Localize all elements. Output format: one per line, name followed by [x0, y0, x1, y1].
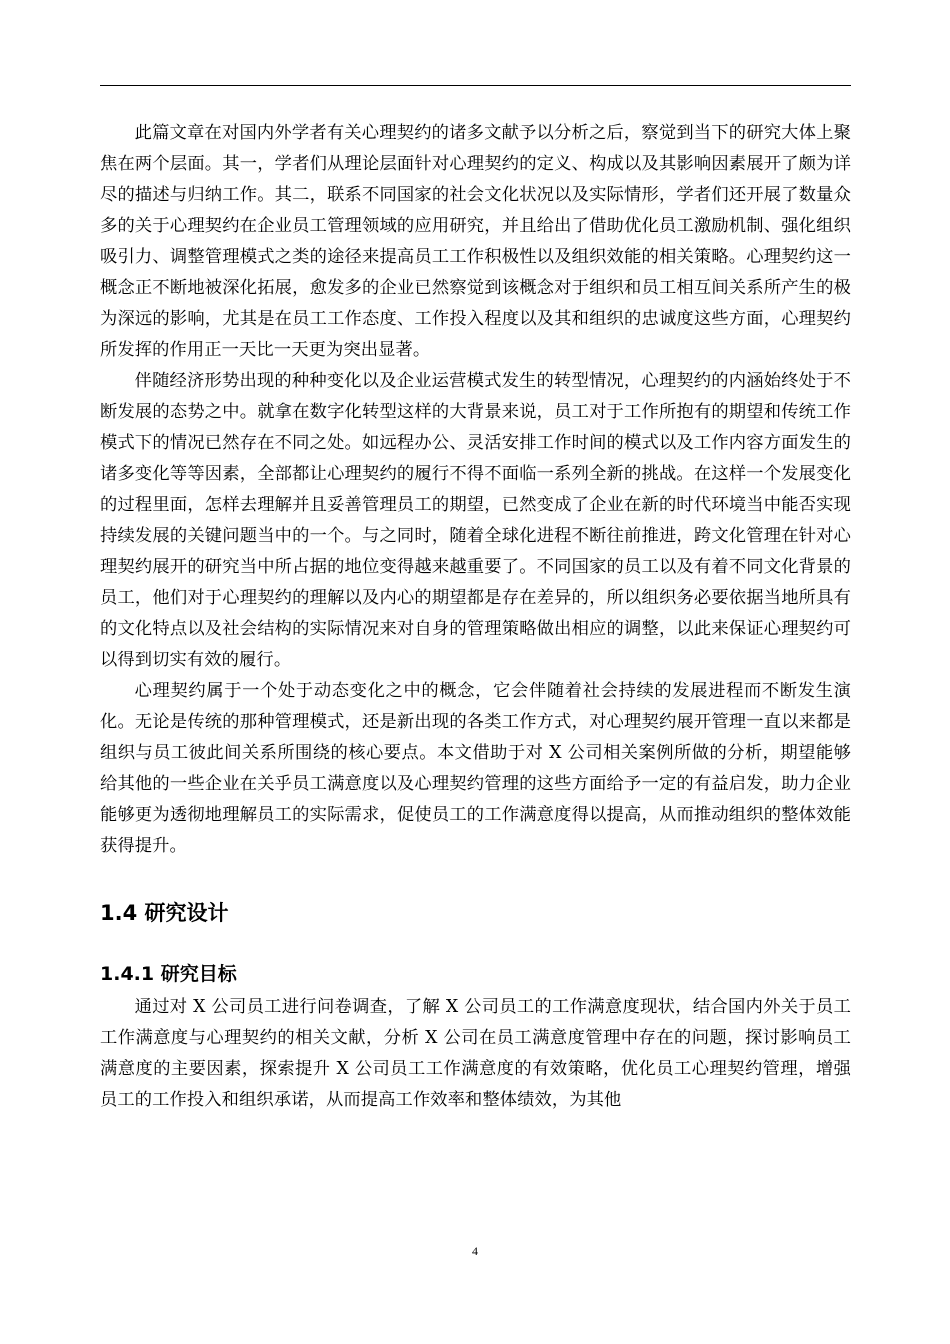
body-paragraph-2: 伴随经济形势出现的种种变化以及企业运营模式发生的转型情况，心理契约的内涵始终处于不断发展的态势之中。就拿在数字化转型这样的大背景来说，员工对于工作所抱有的期望和传统工作模式下的情况已然存在不同之处。如远程办公、灵活安排工作时间的模式以及工作内容方面发生的诸多变化等等因素，全部都让心理契约的履行不得不面临一系列全新的挑战。在这样一个发展变化的过程里面，怎样去理解并且妥善管理员工的期望，已然变成了企业在新的时代环境当中能否实现持续发展的关键问题当中的一个。与之同时，随着全球化进程不断往前推进，跨文化管理在针对心理契约展开的研究当中所占据的地位变得越来越重要了。不同国家的员工以及有着不同文化背景的员工，他们对于心理契约的理解以及内心的期望都是存在差异的，所以组织务必要依据当地所具有的文化特点以及社会结构的实际情况来对自身的管理策略做出相应的调整，以此来保证心理契约可以得到切实有效的履行。	[100, 371, 851, 670]
body-paragraph-1: 此篇文章在对国内外学者有关心理契约的诸多文献予以分析之后，察觉到当下的研究大体上聚焦在两个层面。其一，学者们从理论层面针对心理契约的定义、构成以及其影响因素展开了颇为详尽的描述与归纳工作。其二，联系不同国家的社会文化状况以及实际情形，学者们还开展了数量众多的关于心理契约在企业员工管理领域的应用研究，并且给出了借助优化员工激励机制、强化组织吸引力、调整管理模式之类的途径来提高员工工作积极性以及组织效能的相关策略。心理契约这一概念正不断地被深化拓展，愈发多的企业已然察觉到该概念对于组织和员工相互间关系所产生的极为深远的影响，尤其是在员工工作态度、工作投入程度以及其和组织的忠诚度这些方面，心理契约所发挥的作用正一天比一天更为突出显著。	[100, 123, 851, 360]
header-rule	[100, 85, 851, 86]
section-heading: 1.4 研究设计	[100, 901, 229, 925]
body-paragraph-3: 心理契约属于一个处于动态变化之中的概念，它会伴随着社会持续的发展进程而不断发生演化。无论是传统的那种管理模式，还是新出现的各类工作方式，对心理契约展开管理一直以来都是组织与员工彼此间关系所围绕的核心要点。本文借助于对 X 公司相关案例所做的分析，期望能够给其他的一些企业在关乎员工满意度以及心理契约管理的这些方面给予一定的有益启发，助力企业能够更为透彻地理解员工的实际需求，促使员工的工作满意度得以提高，从而推动组织的整体效能获得提升。	[100, 681, 851, 856]
document-body	[100, 118, 851, 1116]
subsection-heading: 1.4.1 研究目标	[100, 963, 237, 985]
page-number: 4	[472, 1244, 478, 1258]
subsection-paragraph: 通过对 X 公司员工进行问卷调查，了解 X 公司员工的工作满意度现状，结合国内外关于员工工作满意度与心理契约的相关文献，分析 X 公司在员工满意度管理中存在的问题，探讨影响员工满意度的主要因素，探索提升 X 公司员工工作满意度的有效策略，优化员工心理契约管理，增强员工的工作投入和组织承诺，从而提高工作效率和整体绩效，为其他	[100, 997, 851, 1110]
